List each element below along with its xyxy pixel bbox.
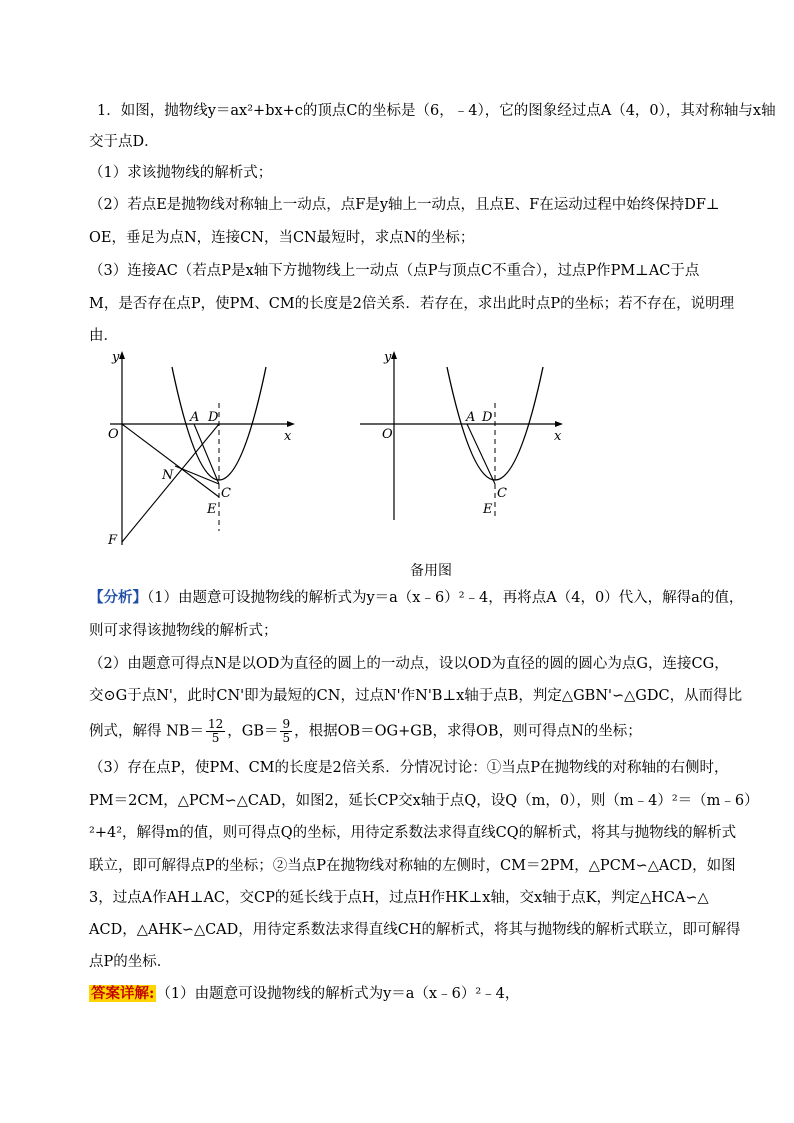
fig1-label-n: N [162,468,174,483]
fig2-label-c: C [497,486,507,501]
fig2-label-a: A [466,410,476,425]
answer-tag: 答案详解: [91,985,155,1002]
nb-denominator: 5 [211,731,220,745]
figure-caption: 备用图 [410,563,452,579]
fig2-label-o: O [382,427,393,442]
analysis-line-1 [89,588,743,608]
problem-line-2: 交于点D． [89,134,159,150]
analysis-line-12: 点P的坐标． [89,954,172,970]
fig2-label-x: x [554,429,562,444]
gb-numerator: 9 [282,717,291,731]
figure-2 [360,345,570,555]
fig2-label-d: D [482,410,493,425]
analysis-line-3: （2）由题意可得点N是以OD为直径的圆上的一动点，设以OD为直径的圆的圆心为点G，连接CG， [89,656,729,672]
gb-fraction [280,718,292,745]
gb-label: ，GB＝ [227,723,279,740]
fig1-label-y: y [112,350,120,365]
answer-line-1 [89,984,519,1004]
analysis-text-1a: （1）由题意可设抛物线的解析式为y＝a（x﹣6）²﹣4，再将点A（4，0）代入，解得a的值， [147,590,744,606]
figure-1 [100,345,310,555]
analysis-line-8: ²+4²，解得m的值，则可得点Q的坐标，用待定系数法求得直线CQ的解析式，将其与抛物线的解析式 [89,825,737,841]
nb-label: 例式，解得 NB＝ [89,723,204,740]
analysis-text-2c: ，根据OB＝OG+GB，求得OB，则可得点N的坐标； [294,723,642,740]
question-2-line-1: （2）若点E是抛物线对称轴上一动点，点F是y轴上一动点，且点E、F在运动过程中始终保持DF⊥ [89,197,720,213]
answer-text: （1）由题意可设抛物线的解析式为y＝a（x﹣6）²﹣4， [156,986,520,1002]
analysis-line-2: 则可求得该抛物线的解析式； [89,623,278,639]
question-1: （1）求该抛物线的解析式； [89,165,273,181]
analysis-line-5 [89,718,642,745]
question-3-line-1: （3）连接AC（若点P是x轴下方抛物线上一动点（点P与顶点C不重合），过点P作PM⊥AC于点 [89,263,700,279]
fig1-label-a: A [190,410,200,425]
fig1-label-x: x [284,429,292,444]
analysis-line-11: ACD，△AHK∽△CAD，用待定系数法求得直线CH的解析式，将其与抛物线的解析式联立，即可解得 [89,922,741,938]
analysis-line-4: 交⊙G于点N'，此时CN'即为最短的CN，过点N'作N'B⊥x轴于点B，判定△GBN'∽△GDC，从而得比 [89,688,743,704]
analysis-line-6: （3）存在点P，使PM、CM的长度是2倍关系．分情况讨论：①当点P在抛物线的对称轴的右侧时， [89,760,729,776]
fig1-label-d: D [208,410,219,425]
analysis-line-9: 联立，即可解得点P的坐标；②当点P在抛物线对称轴的左侧时，CM＝2PM，△PCM∽△ACD，如图 [89,858,736,874]
fig1-label-f: F [108,533,118,548]
fig1-label-o: O [108,427,119,442]
fig1-label-e: E [207,502,217,517]
question-3-line-2: M，是否存在点P，使PM、CM的长度是2倍关系．若存在，求出此时点P的坐标；若不存在，说明理 [89,296,735,312]
nb-numerator: 12 [207,717,224,731]
fig1-label-c: C [221,486,231,501]
analysis-tag: 【分析】 [89,589,147,606]
analysis-line-10: 3，过点A作AH⊥AC，交CP的延长线于点H，过点H作HK⊥x轴，交x轴于点K，判定△HCA∽△ [89,890,709,906]
fig2-label-y: y [384,350,392,365]
nb-fraction [206,718,225,745]
question-2-line-2: OE，垂足为点N，连接CN，当CN最短时，求点N的坐标； [89,230,475,246]
fig2-label-e: E [483,502,493,517]
analysis-line-7: PM＝2CM，△PCM∽△CAD，如图2，延长CP交x轴于点Q，设Q（m，0），则（m﹣4）²＝（m﹣6） [89,793,759,809]
gb-denominator: 5 [282,731,291,745]
question-3-line-3: 由． [89,328,118,344]
problem-line-1: 1．如图，抛物线y＝ax²+bx+c的顶点C的坐标是（6，﹣4），它的图象经过点A（4，0），其对称轴与x轴 [97,103,776,119]
